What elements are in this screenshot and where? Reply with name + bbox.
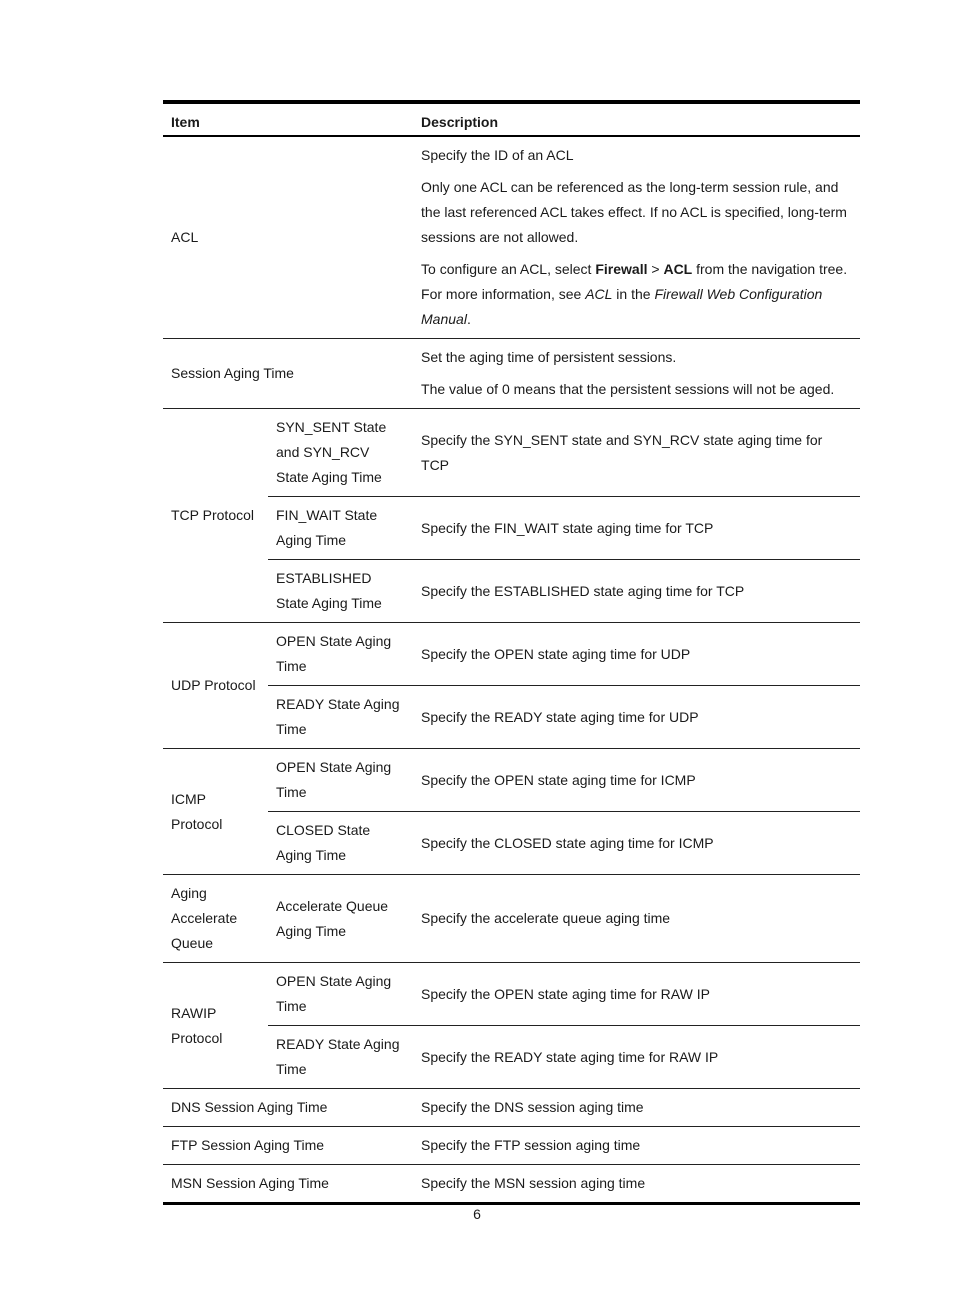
table-row-dns [163, 1089, 860, 1127]
item-cell: ACL [163, 136, 413, 339]
table-row-rawip-1 [163, 963, 860, 1026]
sub-item-cell: FIN_WAIT State Aging Time [268, 497, 413, 560]
item-cell: DNS Session Aging Time [163, 1089, 413, 1127]
description-cell: Specify the DNS session aging time [413, 1089, 860, 1127]
description-cell: Specify the OPEN state aging time for UDP [413, 623, 860, 686]
description-cell: Specify the FTP session aging time [413, 1127, 860, 1165]
table-row-rawip-2 [163, 1026, 860, 1089]
table-row-tcp-2 [163, 497, 860, 560]
description-text: The value of 0 means that the persistent sessions will not be aged. [421, 381, 835, 397]
description-cell: Specify the OPEN state aging time for ICMP [413, 749, 860, 812]
group-cell-accelerate: Aging Accelerate Queue [163, 875, 268, 963]
description-cell: Specify the SYN_SENT state and SYN_RCV state aging time for TCP [413, 409, 860, 497]
description-cell: Specify the OPEN state aging time for RAW IP [413, 963, 860, 1026]
table-header-row [163, 102, 860, 136]
header-item: Item [163, 102, 413, 136]
sub-item-cell: Accelerate Queue Aging Time [268, 875, 413, 963]
sub-item-cell: OPEN State Aging Time [268, 749, 413, 812]
reference-manual: Firewall Web Configuration Manual [421, 286, 823, 327]
description-cell: Specify the READY state aging time for UDP [413, 686, 860, 749]
table-row-udp-1 [163, 623, 860, 686]
table-row-accelerate [163, 875, 860, 963]
table-row-msn [163, 1165, 860, 1204]
sub-item-cell: READY State Aging Time [268, 686, 413, 749]
menu-path-acl: ACL [663, 261, 693, 277]
description-cell: Specify the READY state aging time for RAW IP [413, 1026, 860, 1089]
description-text: Specify the ID of an ACL [421, 147, 574, 163]
sub-item-cell: READY State Aging Time [268, 1026, 413, 1089]
sub-item-cell: CLOSED State Aging Time [268, 812, 413, 875]
sub-item-cell: OPEN State Aging Time [268, 963, 413, 1026]
description-text: To configure an ACL, select Firewall > ACL from the navigation tree. For more information, see ACL in the Firewall Web Configuration Manual. [421, 261, 848, 327]
table-row-udp-2 [163, 686, 860, 749]
description-cell [413, 339, 860, 409]
sub-item-cell: SYN_SENT State and SYN_RCV State Aging Time [268, 409, 413, 497]
description-cell [413, 136, 860, 339]
table-row-ftp [163, 1127, 860, 1165]
item-cell: Session Aging Time [163, 339, 413, 409]
sub-item-cell: ESTABLISHED State Aging Time [268, 560, 413, 623]
description-cell: Specify the ESTABLISHED state aging time for TCP [413, 560, 860, 623]
group-cell-rawip: RAWIP Protocol [163, 963, 268, 1089]
group-cell-tcp: TCP Protocol [163, 409, 268, 623]
description-text: Set the aging time of persistent sessions. [421, 349, 677, 365]
parameter-table [163, 100, 860, 1205]
reference-acl: ACL [585, 286, 613, 302]
table-row-icmp-2 [163, 812, 860, 875]
description-text: Only one ACL can be referenced as the long-term session rule, and the last referenced ACL takes effect. If no ACL is specified, long-term sessions are not allowed. [421, 179, 847, 245]
table-row-icmp-1 [163, 749, 860, 812]
group-cell-icmp: ICMP Protocol [163, 749, 268, 875]
table-row-acl [163, 136, 860, 339]
table-row-tcp-3 [163, 560, 860, 623]
description-cell: Specify the FIN_WAIT state aging time for TCP [413, 497, 860, 560]
item-cell: MSN Session Aging Time [171, 1175, 329, 1191]
header-description: Description [413, 102, 860, 136]
group-cell-udp: UDP Protocol [163, 623, 268, 749]
description-cell: Specify the accelerate queue aging time [413, 875, 860, 963]
description-cell: Specify the CLOSED state aging time for ICMP [413, 812, 860, 875]
table-row-session-aging [163, 339, 860, 409]
table-row-tcp-1 [163, 409, 860, 497]
page-content [163, 100, 860, 1205]
sub-item-cell: OPEN State Aging Time [268, 623, 413, 686]
item-cell: FTP Session Aging Time [163, 1127, 413, 1165]
menu-path-firewall: Firewall [595, 261, 648, 277]
description-cell: Specify the MSN session aging time [421, 1175, 646, 1191]
page-number: 6 [473, 1206, 481, 1222]
